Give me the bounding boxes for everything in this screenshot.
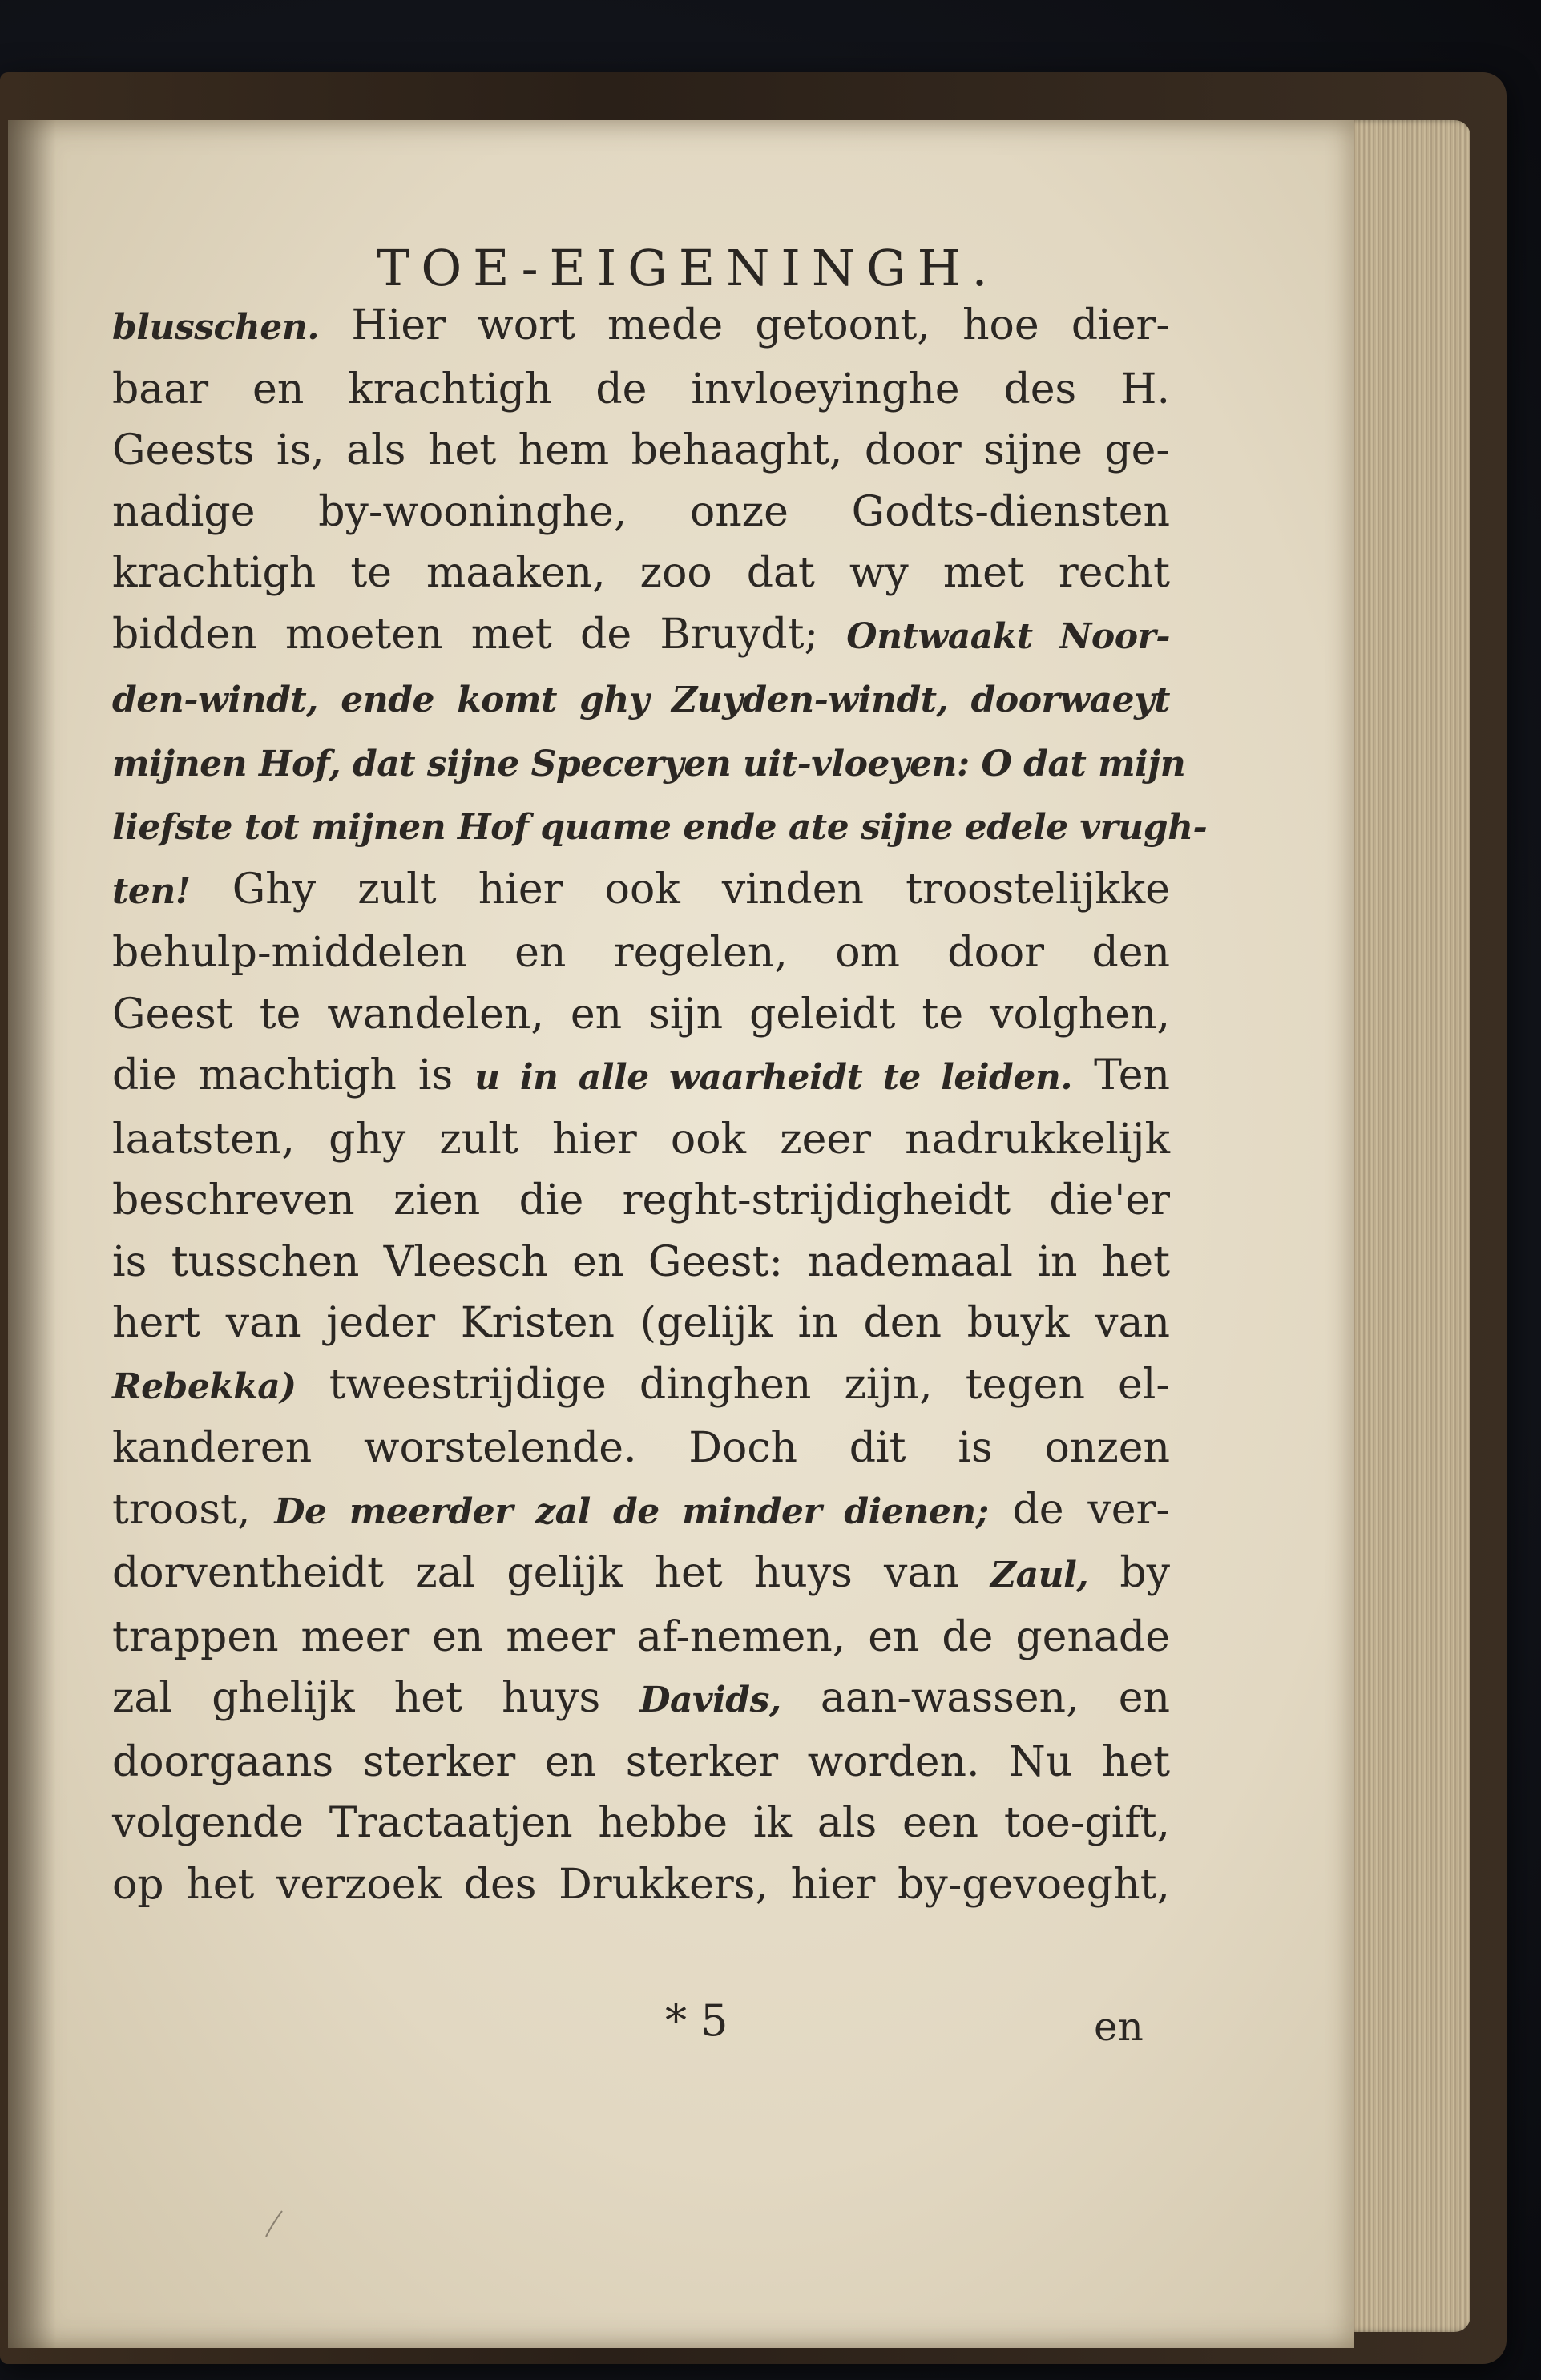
text-segment: op het verzoek des Drukkers, hier by-gevoeght,	[112, 1860, 1170, 1909]
pencil-mark-icon	[258, 2208, 290, 2240]
text-segment: tweestrijdige dinghen zijn, tegen el-	[296, 1360, 1170, 1409]
italic-text: u in alle waarheidt te leiden.	[474, 1057, 1073, 1098]
text-segment: aan-wassen, en	[781, 1674, 1171, 1722]
italic-text: Rebekka)	[112, 1365, 297, 1407]
text-segment: nadige by-wooninghe, onze Godts-diensten	[112, 487, 1170, 536]
text-line	[112, 1354, 1170, 1418]
body-text	[112, 295, 1208, 1915]
text-line	[112, 984, 1170, 1046]
text-segment: Geest te wandelen, en sijn geleidt te volghen,	[112, 990, 1170, 1039]
italic-text: ten!	[112, 870, 191, 912]
italic-text: De meerder zal de minder dienen;	[274, 1491, 989, 1532]
text-line	[112, 543, 1170, 604]
text-segment: behulp-middelen en regelen, om door den	[112, 929, 1170, 977]
italic-text: liefste tot mijnen Hof quame ende ate sijne edele vrugh-	[112, 807, 1208, 848]
italic-text: den-windt, ende komt ghy Zuyden-windt, doorwaeyt	[112, 680, 1170, 720]
signature-mark: * 5	[665, 1995, 728, 2046]
catchword: en	[1094, 2003, 1144, 2050]
italic-text: Zaul,	[990, 1555, 1089, 1595]
text-line	[112, 922, 1170, 984]
text-segment: trappen meer en meer af-nemen, en de genade	[112, 1612, 1170, 1661]
text-line	[112, 1293, 1170, 1354]
page-edges	[1346, 120, 1470, 2332]
text-line	[112, 482, 1170, 543]
italic-text: blusschen.	[112, 307, 320, 348]
text-segment: dorventheidt zal gelijk het huys van	[112, 1549, 991, 1597]
text-line	[112, 1607, 1170, 1668]
text-line	[112, 1793, 1170, 1854]
text-line	[112, 1479, 1170, 1543]
text-segment: by	[1088, 1549, 1170, 1597]
text-segment: laatsten, ghy zult hier ook zeer nadrukkelijk	[112, 1115, 1170, 1164]
text-line	[112, 795, 1208, 859]
text-segment: is tusschen Vleesch en Geest: nademaal in het	[112, 1237, 1170, 1286]
text-line	[112, 1170, 1170, 1232]
text-line	[112, 1543, 1170, 1607]
text-segment: Ten	[1072, 1051, 1171, 1099]
text-line	[112, 1418, 1170, 1479]
text-segment: doorgaans sterker en sterker worden. Nu het	[112, 1737, 1170, 1786]
text-line	[112, 1232, 1170, 1293]
text-segment: de ver-	[988, 1485, 1170, 1534]
gutter-shadow	[8, 120, 56, 2348]
text-segment: die machtigh is	[112, 1051, 475, 1099]
text-line	[112, 1854, 1170, 1916]
text-segment: volgende Tractaatjen hebbe ik als een toe-gift,	[112, 1799, 1170, 1847]
text-segment: kanderen worstelende. Doch dit is onzen	[112, 1424, 1170, 1472]
italic-text: mijnen Hof, dat sijne Speceryen uit-vloeyen: O dat mijn	[112, 743, 1186, 785]
text-segment: troost,	[112, 1485, 275, 1534]
text-segment: krachtigh te maaken, zoo dat wy met recht	[112, 549, 1170, 597]
text-line	[112, 295, 1170, 359]
text-line	[112, 1109, 1170, 1171]
text-line	[112, 1732, 1170, 1793]
text-line	[112, 1045, 1170, 1109]
text-segment: bidden moeten met de Bruydt;	[112, 610, 847, 659]
text-line	[112, 668, 1170, 732]
text-line	[112, 359, 1170, 421]
text-line	[112, 859, 1170, 923]
running-head: TOE-EIGENINGH.	[377, 239, 999, 297]
italic-text: Ontwaakt Noor-	[846, 615, 1170, 657]
text-segment: Ghy zult hier ook vinden troostelijkke	[190, 865, 1170, 914]
text-line	[112, 1668, 1170, 1732]
text-line	[112, 604, 1170, 668]
text-line	[112, 732, 1186, 796]
text-segment: beschreven zien die reght-strijdigheidt die'er	[112, 1176, 1170, 1224]
text-segment: hert van jeder Kristen (gelijk in den buyk van	[112, 1299, 1170, 1347]
text-segment: Geests is, als het hem behaaght, door sijne ge-	[112, 426, 1170, 474]
italic-text: Davids,	[639, 1680, 781, 1720]
text-line	[112, 420, 1170, 482]
text-segment: zal ghelijk het huys	[112, 1674, 640, 1722]
text-segment: baar en krachtigh de invloeyinghe des H.	[112, 365, 1170, 413]
text-segment: Hier wort mede getoont, hoe dier-	[319, 301, 1170, 349]
